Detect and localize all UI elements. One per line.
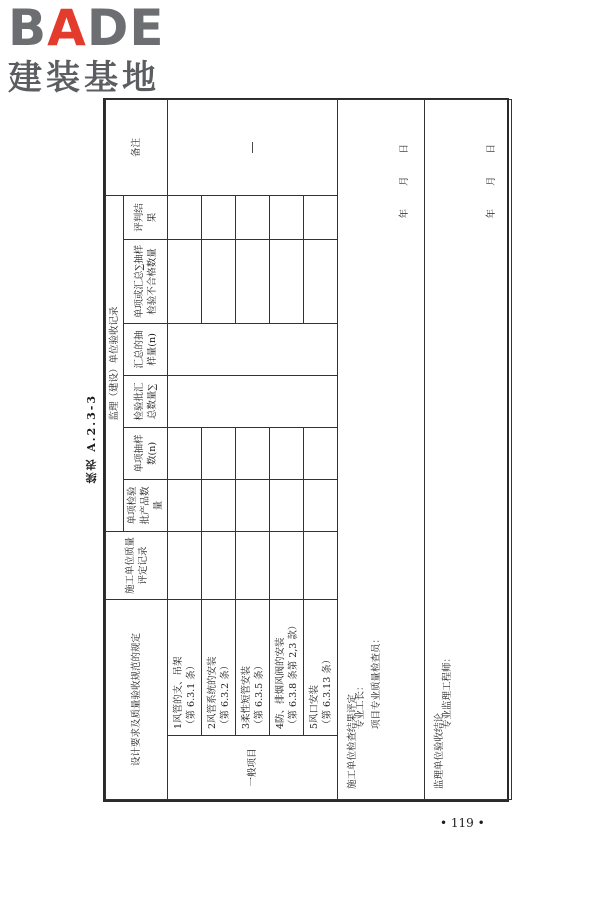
header-construction-record: 施工单位质量评定记录: [106, 531, 168, 599]
quality-inspector-signature-label: 项目专业质量检查员：: [371, 633, 382, 729]
table-caption: 续表 A.2.3-3: [85, 394, 98, 484]
header-remark: 备注: [106, 99, 168, 195]
header-samples: 单项抽样数(n): [124, 427, 168, 479]
item-cell: 1风管的支、吊架 （第 6.3.1 条）: [168, 599, 202, 735]
item-cell: 5风口安装 （第 6.3.13 条）: [304, 599, 338, 735]
header-summary-samples: 汇总的抽样量(n): [124, 323, 168, 375]
table-row: [202, 99, 236, 799]
construction-date: 年 月 日: [399, 133, 410, 219]
header-supervision-record: 监理（建设）单位验收记录: [106, 195, 124, 531]
construction-eval-label: 施工单位检查结果评定: [347, 693, 358, 789]
table-row: [270, 99, 304, 799]
supervision-evaluation-row: [425, 99, 512, 799]
remark-cell: —: [168, 99, 338, 195]
header-row: [106, 99, 124, 799]
header-requirements: 设计要求及质量验收规范的规定: [106, 599, 168, 799]
inspection-table: [103, 98, 509, 802]
table-row: [304, 99, 338, 799]
item-cell: 2风管系统的安装 （第 6.3.2 条）: [202, 599, 236, 735]
supervision-eval-label: 监理单位验收结论: [434, 712, 445, 789]
table-row: [236, 99, 270, 799]
supervision-date: 年 月 日: [486, 133, 497, 219]
item-cell: 3柔性短管安装 （第 6.3.5 条）: [236, 599, 270, 735]
logo-chinese: 建装基地: [8, 58, 160, 98]
logo: [8, 0, 178, 98]
item-cell: 4防、排烟风阀的安装 （第 6.3.8 条第 2,3 款）: [270, 599, 304, 735]
page-number: • 119 •: [440, 816, 485, 830]
header-batch-total: 检验批汇总数量∑: [124, 375, 168, 427]
header-result: 评判结果: [124, 195, 168, 239]
header-quantity: 单项检验批产品数量: [124, 479, 168, 531]
supervising-engineer-signature-label: 专业监理工程师：: [442, 652, 453, 729]
logo-wordmark: BADE: [8, 0, 165, 57]
foreman-signature-label: 专业工长：: [355, 681, 366, 729]
header-fail-count: 单项或汇总∑抽样检验不合格数量: [124, 239, 168, 323]
construction-evaluation-row: [338, 99, 425, 799]
category-general-items: 一般项目: [168, 736, 338, 800]
table-row: [168, 99, 202, 799]
